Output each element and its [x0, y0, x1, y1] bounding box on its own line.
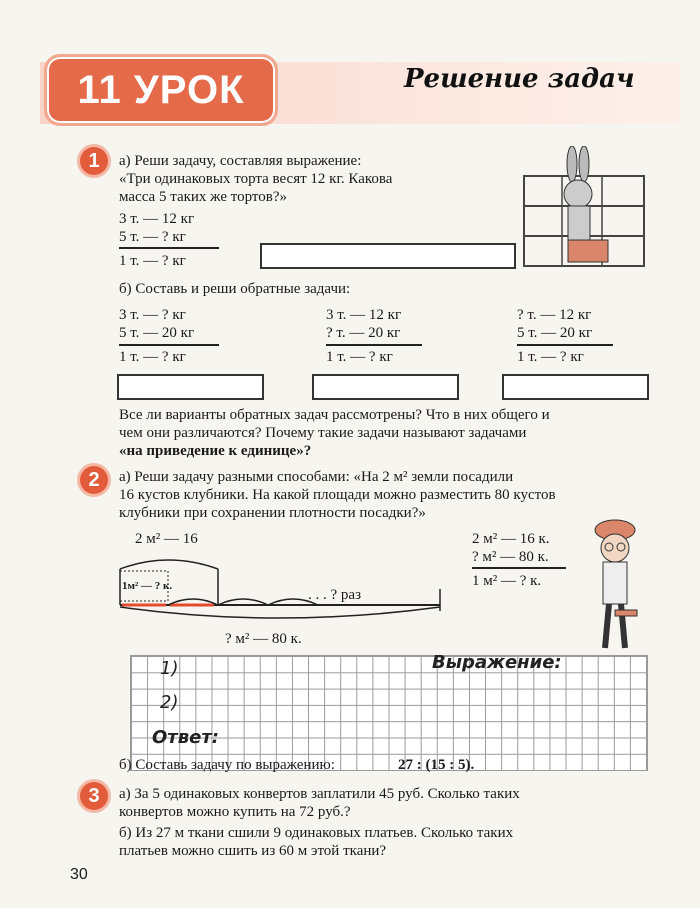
task-1a-line2: «Три одинаковых торта весят 12 кг. Какова	[119, 171, 393, 187]
answer-box-1b-1[interactable]	[117, 374, 264, 400]
task-1b-col1-row3: 1 т. — ? кг	[119, 349, 186, 365]
task-1b-col3-row1: ? т. — 12 кг	[517, 307, 592, 323]
task-1b-col2-row3: 1 т. — ? кг	[326, 349, 393, 365]
grid-expression-label: Выражение:	[432, 652, 562, 673]
answer-grid[interactable]	[130, 655, 648, 771]
page-title: Решение задач	[404, 64, 635, 94]
grid-label-1: 1)	[160, 658, 179, 679]
task-3a-line1: а) За 5 одинаковых конвертов заплатили 45 руб. Сколько таких	[119, 786, 520, 802]
task-1a-line3: масса 5 таких же тортов?»	[119, 189, 287, 205]
task-2b-line: б) Составь задачу по выражению:	[119, 757, 335, 773]
task-2-right-row1: 2 м² — 16 к.	[472, 531, 550, 547]
task-3b-line1: б) Из 27 м ткани сшили 9 одинаковых платьев. Сколько таких	[119, 825, 514, 841]
task-1b-col2-row2: ? т. — 20 кг	[326, 325, 401, 341]
task-2a-line1: а) Реши задачу разными способами: «На 2 м² земли посадили	[119, 469, 514, 485]
boy-illustration	[585, 518, 645, 660]
task-3-number: 3	[80, 782, 108, 810]
task-1b-col3-row2: 5 т. — 20 кг	[517, 325, 593, 341]
task-1b-line: б) Составь и реши обратные задачи:	[119, 281, 351, 297]
diagram-times-label: . . . ? раз	[308, 587, 361, 603]
task-3a-line2: конвертов можно купить на 72 руб.?	[119, 804, 351, 820]
divider	[472, 567, 566, 569]
answer-box-1b-2[interactable]	[312, 374, 459, 400]
task-1b-col2-row1: 3 т. — 12 кг	[326, 307, 402, 323]
task-1a-line1: а) Реши задачу, составляя выражение:	[119, 153, 362, 169]
lesson-badge	[44, 54, 278, 126]
task-1b-col3-row3: 1 т. — ? кг	[517, 349, 584, 365]
task-2-right-row3: 1 м² — ? к.	[472, 573, 542, 589]
divider	[119, 344, 219, 346]
diagram-bottom-label: ? м² — 80 к.	[225, 631, 302, 647]
diagram-top-label: 2 м² — 16	[135, 531, 198, 547]
divider	[119, 247, 219, 249]
task-1-question-line2: чем они различаются? Почему такие задачи называют задачами	[119, 425, 527, 441]
task-1-number: 1	[80, 147, 108, 175]
divider	[517, 344, 613, 346]
task-2a-line2: 16 кустов клубники. На какой площади можно разместить 80 кустов	[119, 487, 556, 503]
task-1a-row3: 1 т. — ? кг	[119, 253, 186, 269]
diagram-small-label: 1м² — ? к.	[122, 580, 173, 592]
task-1a-row1: 3 т. — 12 кг	[119, 211, 195, 227]
task-2a-line3: клубники при сохранении плотности посадки?»	[119, 505, 426, 521]
grid-answer-label: Ответ:	[152, 727, 219, 748]
task-3b-line2: платьев можно сшить из 60 м этой ткани?	[119, 843, 387, 859]
divider	[326, 344, 422, 346]
grid-label-2: 2)	[160, 692, 179, 713]
lesson-label: 11 УРОК	[77, 67, 245, 112]
answer-box-1a[interactable]	[260, 243, 516, 269]
task-1-question-line3: «на приведение к единице»?	[119, 443, 312, 459]
task-1a-row2: 5 т. — ? кг	[119, 229, 186, 245]
task-2-right-row2: ? м² — 80 к.	[472, 549, 549, 565]
task-1-question-line1: Все ли варианты обратных задач рассмотрены? Что в них общего и	[119, 407, 550, 423]
task-1b-col1-row1: 3 т. — ? кг	[119, 307, 186, 323]
task-2b-expression: 27 : (15 : 5).	[398, 757, 475, 773]
task-2-number: 2	[80, 466, 108, 494]
rabbit-illustration	[522, 146, 652, 270]
page-number: 30	[70, 866, 88, 883]
answer-box-1b-3[interactable]	[502, 374, 649, 400]
task-1b-col1-row2: 5 т. — 20 кг	[119, 325, 195, 341]
